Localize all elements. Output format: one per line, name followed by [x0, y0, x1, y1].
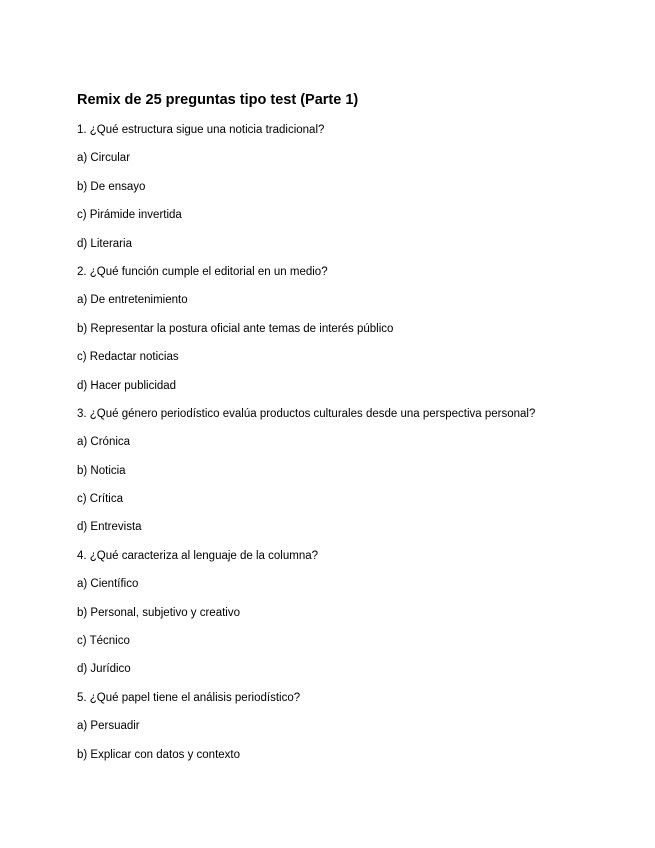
question-2-option-a: a) De entretenimiento [77, 294, 188, 307]
question-1-option-c: c) Pirámide invertida [77, 209, 182, 222]
question-3-option-b: b) Noticia [77, 464, 126, 477]
question-2-option-d: d) Hacer publicidad [77, 379, 177, 392]
question-1-option-a: a) Circular [77, 152, 131, 165]
question-4-option-b: b) Personal, subjetivo y creativo [77, 606, 240, 619]
question-5-option-a: a) Persuadir [77, 720, 140, 733]
question-3-option-d: d) Entrevista [77, 521, 142, 534]
question-1-option-b: b) De ensayo [77, 180, 146, 193]
question-1-option-d: d) Literaria [77, 237, 132, 250]
question-2-option-c: c) Redactar noticias [77, 351, 179, 364]
question-5: 5. ¿Qué papel tiene el análisis periodístico? [77, 691, 301, 704]
question-4: 4. ¿Qué caracteriza al lenguaje de la columna? [77, 549, 319, 562]
question-3-option-a: a) Crónica [77, 436, 131, 449]
question-4-option-c: c) Técnico [77, 635, 130, 648]
question-2-option-b: b) Representar la postura oficial ante temas de interés público [77, 322, 394, 335]
question-list [77, 120, 637, 773]
question-4-option-a: a) Científico [77, 578, 139, 591]
question-2: 2. ¿Qué función cumple el editorial en un medio? [77, 265, 328, 278]
question-1: 1. ¿Qué estructura sigue una noticia tradicional? [77, 124, 325, 136]
document-title: Remix de 25 preguntas tipo test (Parte 1) [77, 92, 359, 108]
question-3: 3. ¿Qué género periodístico evalúa productos culturales desde una perspectiva personal? [77, 407, 536, 420]
question-3-option-c: c) Crítica [77, 493, 123, 506]
question-4-option-d: d) Jurídico [77, 663, 131, 676]
question-5-option-b: b) Explicar con datos y contexto [77, 748, 240, 761]
